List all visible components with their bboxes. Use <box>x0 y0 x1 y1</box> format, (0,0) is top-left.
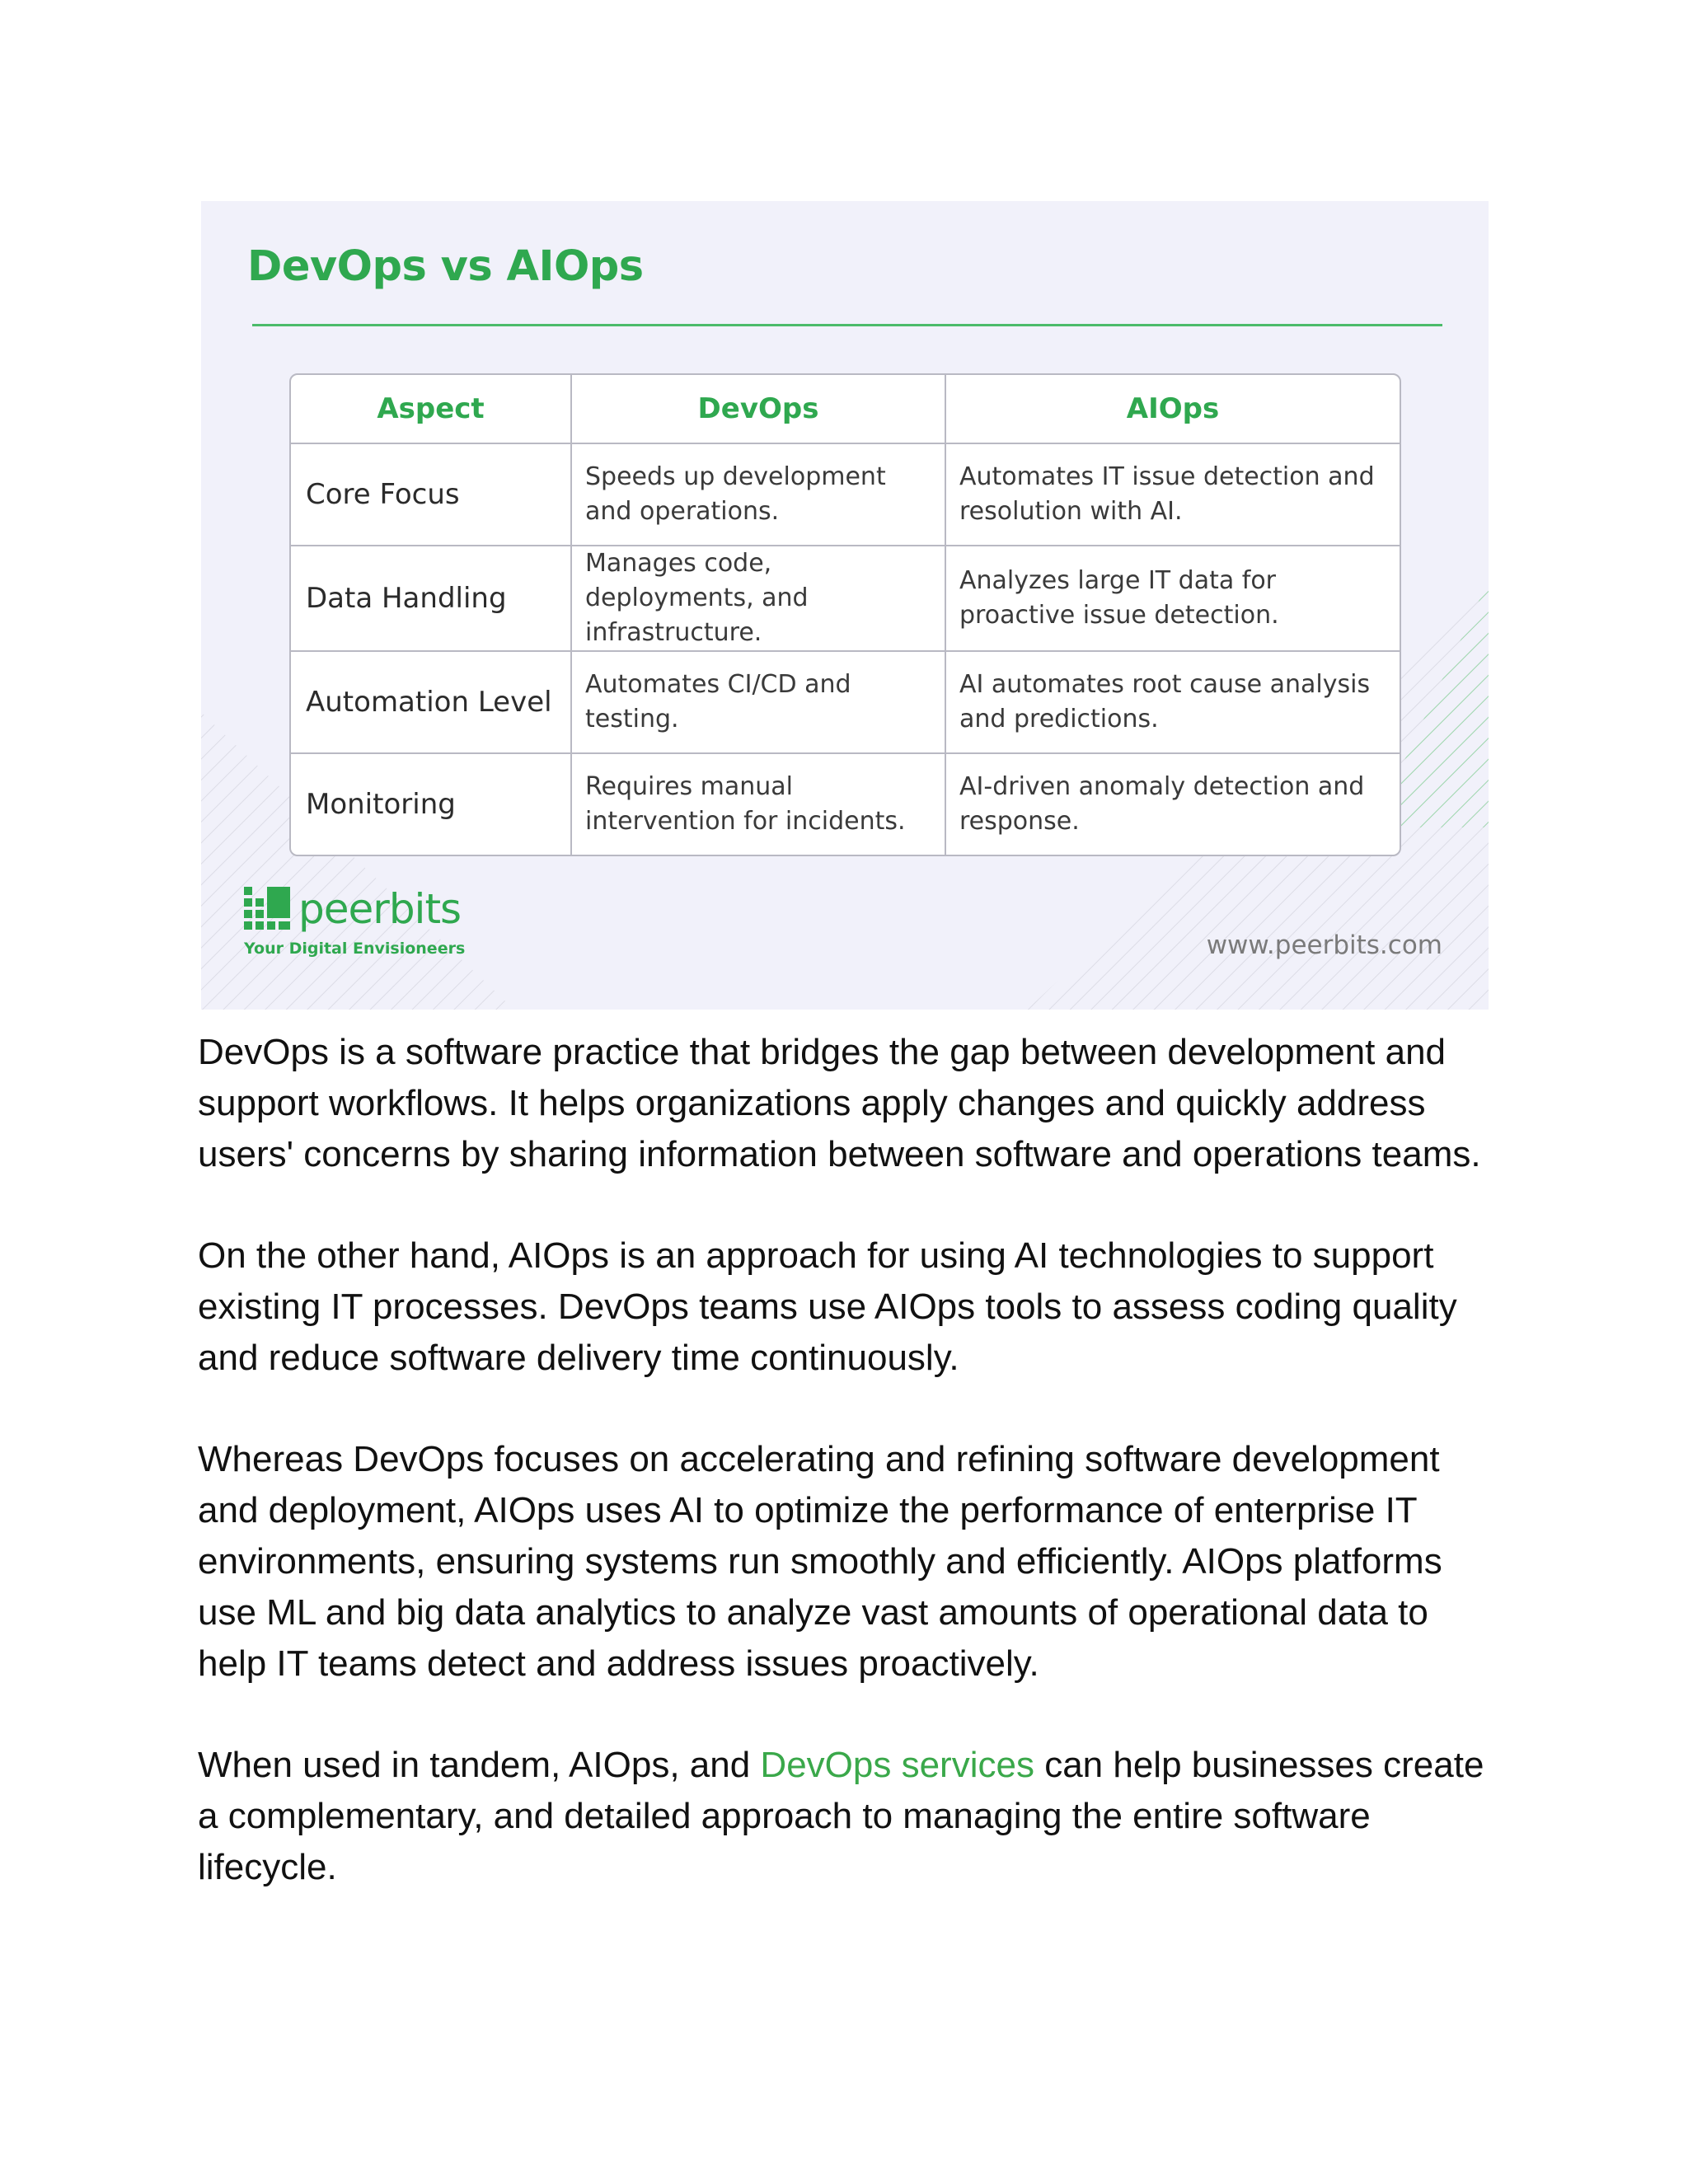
brand-logo <box>244 887 465 958</box>
devops-cell: Speeds up development and operations. <box>572 444 946 546</box>
aiops-cell: AI-driven anomaly detection and response. <box>959 772 1365 836</box>
paragraph-text: can help businesses create a complementary, and detailed approach to managing the entire software lifecycle. <box>198 1745 1484 1887</box>
aspect-cell: Core Focus <box>291 444 572 546</box>
aspect-cell: Data Handling <box>291 546 572 652</box>
table-row <box>291 754 1400 855</box>
brand-tagline: Your Digital Envisioneers <box>244 940 466 958</box>
paragraph: On the other hand, AIOps is an approach for using AI technologies to support existing IT processes. DevOps teams use AIOps tools to assess coding quality and reduce software delivery time continuously. <box>198 1235 1457 1378</box>
title-divider <box>252 324 1442 326</box>
brand-name: peerbits <box>298 885 462 933</box>
aspect-cell: Automation Level <box>291 652 572 754</box>
column-header: Aspect <box>291 375 572 444</box>
article-body <box>198 1027 1500 1943</box>
table-row <box>291 546 1400 652</box>
paragraph: DevOps is a software practice that bridges the gap between development and support workflows. It helps organizations apply changes and quickly address users' concerns by sharing information between software and operations teams. <box>198 1032 1481 1174</box>
paragraph: Whereas DevOps focuses on accelerating and refining software development and deployment, AIOps uses AI to optimize the performance of enterprise IT environments, ensuring systems run smoothly and efficiently. AIOps platforms use ML and big data analytics to analyze vast amounts of operational data to help IT teams detect and address issues proactively. <box>198 1439 1442 1684</box>
paragraph-text: When used in tandem, AIOps, and <box>198 1745 761 1785</box>
paragraph <box>198 1740 1500 1893</box>
aspect-cell: Monitoring <box>291 754 572 855</box>
table-row <box>291 444 1400 546</box>
comparison-table <box>289 373 1401 856</box>
devops-cell: Automates CI/CD and testing. <box>572 652 946 754</box>
peerbits-logo-icon <box>244 887 290 931</box>
devops-cell: Manages code, deployments, and infrastructure. <box>572 546 946 652</box>
devops-services-link[interactable]: DevOps services <box>760 1745 1034 1785</box>
devops-cell: Requires manual intervention for incidents. <box>572 754 946 855</box>
aiops-cell: Analyzes large IT data for proactive issue detection. <box>946 546 1400 652</box>
aiops-cell: AI automates root cause analysis and predictions. <box>946 652 1400 754</box>
devops-vs-aiops-infographic <box>201 201 1489 1010</box>
column-header: AIOps <box>946 375 1400 444</box>
aiops-cell: Automates IT issue detection and resolution with AI. <box>946 444 1400 546</box>
table-header-row <box>291 375 1400 444</box>
table-row <box>291 652 1400 754</box>
infographic-title: DevOps vs AIOps <box>247 242 644 291</box>
column-header: DevOps <box>572 375 946 444</box>
website-url: www.peerbits.com <box>1206 930 1442 960</box>
